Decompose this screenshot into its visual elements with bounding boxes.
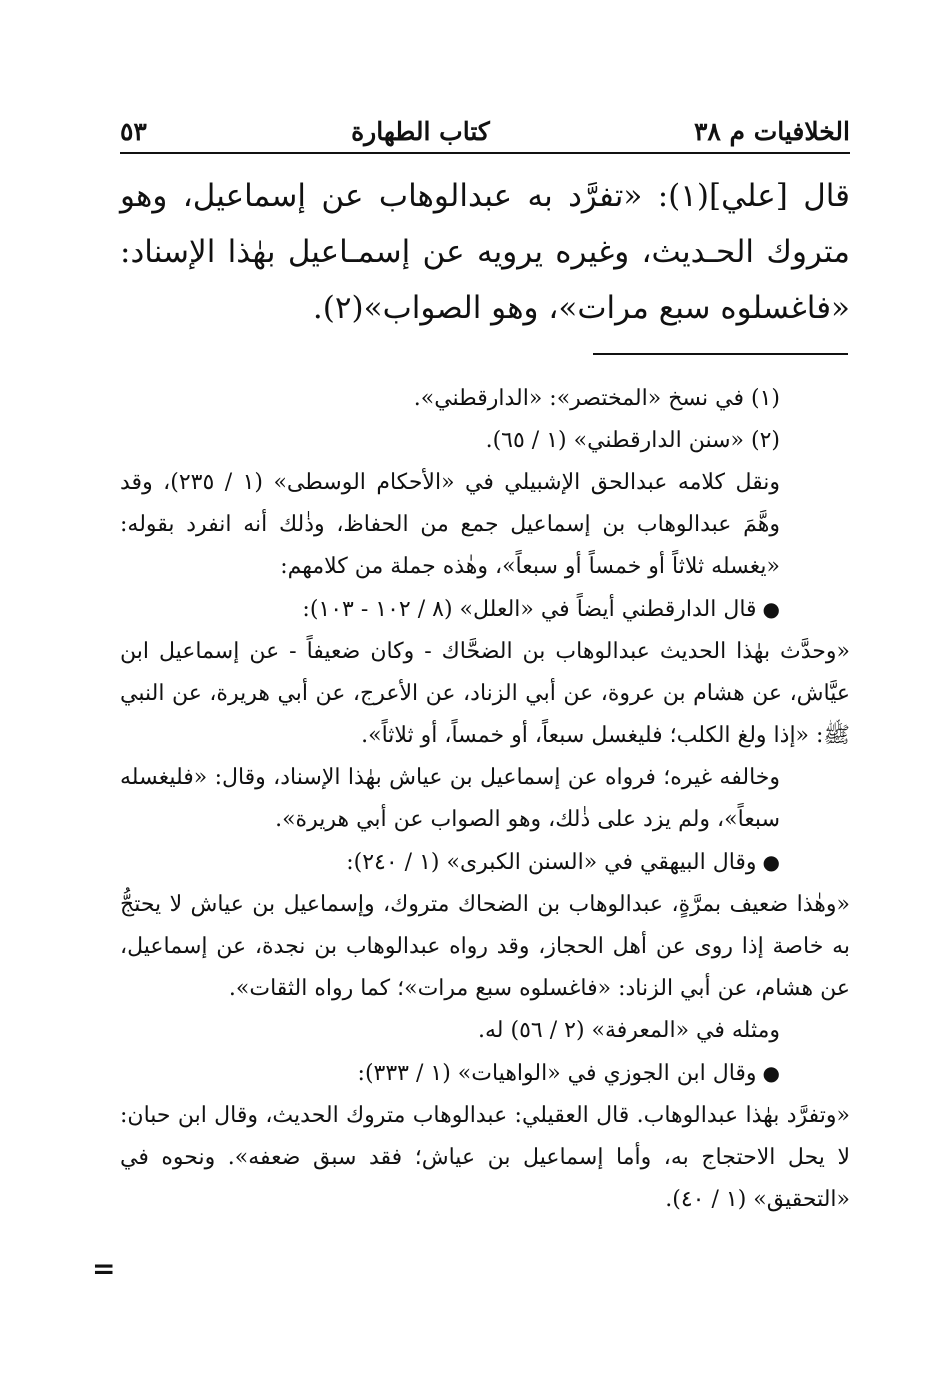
- commentary-paragraph: [120, 1095, 850, 1221]
- commentary-paragraph: [120, 631, 850, 757]
- bullet-icon: ●: [762, 850, 780, 874]
- commentary: [120, 462, 850, 1221]
- running-title: الخلافيات م ٣٨: [693, 116, 850, 146]
- page-number: ٥٣: [120, 116, 147, 146]
- footnote-separator: [593, 353, 848, 355]
- main-text: [120, 168, 850, 336]
- main-paragraph: قال [علي](١): «تفرَّد به عبدالوهاب عن إسماعيل، وهو متروك الحـديث، وغيره يرويه عن إسمـاعيل بهٰذا الإسناد: «فاغسلوه سبع مرات»، وهو الصواب»(٢).: [120, 178, 850, 326]
- bullet-icon: ●: [762, 1061, 780, 1085]
- commentary-text: ونقل كلامه عبدالحق الإشبيلي في «الأحكام الوسطى» (١ / ٢٣٥)، وقد وهَّمَ عبدالوهاب بن إسماعيل جمع من الحفاظ، وذٰلك أنه انفرد بقوله: «يغسله ثلاثاً أو خمساً أو سبعاً»، وهٰذه جملة من كلامهم:: [120, 470, 780, 579]
- footnote-1: (١) في نسخ «المختصر»: «الدارقطني».: [413, 386, 780, 411]
- bullet-icon: ●: [762, 597, 780, 621]
- commentary-heading: [120, 588, 850, 631]
- commentary-text: «وتفرَّد بهٰذا عبدالوهاب. قال العقيلي: عبدالوهاب متروك الحديث، وقال ابن حبان: لا يحل الاحتجاج به، وأما إسماعيل بن عياش؛ فقد سبق ضعفه». ونحوه في «التحقيق» (١ / ٤٠).: [120, 1103, 850, 1212]
- commentary-paragraph: [120, 462, 850, 588]
- commentary-paragraph: [120, 884, 850, 1010]
- commentary-heading: [120, 1052, 850, 1095]
- page-header: [120, 110, 850, 154]
- commentary-paragraph: [120, 1010, 850, 1052]
- chapter-title: كتاب الطهارة: [351, 116, 490, 146]
- commentary-paragraph: [120, 757, 850, 841]
- commentary-text: وخالفه غيره؛ فرواه عن إسماعيل بن عياش بهٰذا الإسناد، وقال: «فليغسله سبعاً»، ولم يزد على ذٰلك، وهو الصواب عن أبي هريرة».: [120, 765, 780, 832]
- commentary-heading: [120, 841, 850, 884]
- commentary-text: «وحدَّث بهٰذا الحديث عبدالوهاب بن الضحَّاك - وكان ضعيفاً - عن إسماعيل ابن عيَّاش، عن هشام بن عروة، عن أبي الزناد، عن الأعرج، عن أبي هريرة، عن النبي ﷺ: «إذا ولغ الكلب؛ فليغسل سبعاً، أو خمساً، أو ثلاثاً».: [120, 639, 850, 748]
- footnotes-section: [120, 378, 850, 1221]
- commentary-text: «وهٰذا ضعيف بمرَّةٍ، عبدالوهاب بن الضحاك متروك، وإسماعيل بن عياش لا يحتجُّ به خاصة إذا روى عن أهل الحجاز، وقد رواه عبدالوهاب بن نجدة، عن إسماعيل، عن هشام، عن أبي الزناد: «فاغسلوه سبع مرات»؛ كما رواه الثقات».: [120, 892, 850, 1001]
- commentary-text: وقال ابن الجوزي في «الواهيات» (١ / ٣٣٣):: [357, 1061, 757, 1086]
- commentary-text: ومثله في «المعرفة» (٢ / ٥٦) له.: [477, 1018, 780, 1043]
- footnote-2: (٢) «سنن الدارقطني» (١ / ٦٥).: [485, 428, 780, 453]
- commentary-text: وقال البيهقي في «السنن الكبرى» (١ / ٢٤٠):: [346, 850, 757, 875]
- continuation-mark: =: [92, 1252, 116, 1285]
- commentary-text: قال الدارقطني أيضاً في «العلل» (٨ / ١٠٢ - ١٠٣):: [302, 597, 757, 622]
